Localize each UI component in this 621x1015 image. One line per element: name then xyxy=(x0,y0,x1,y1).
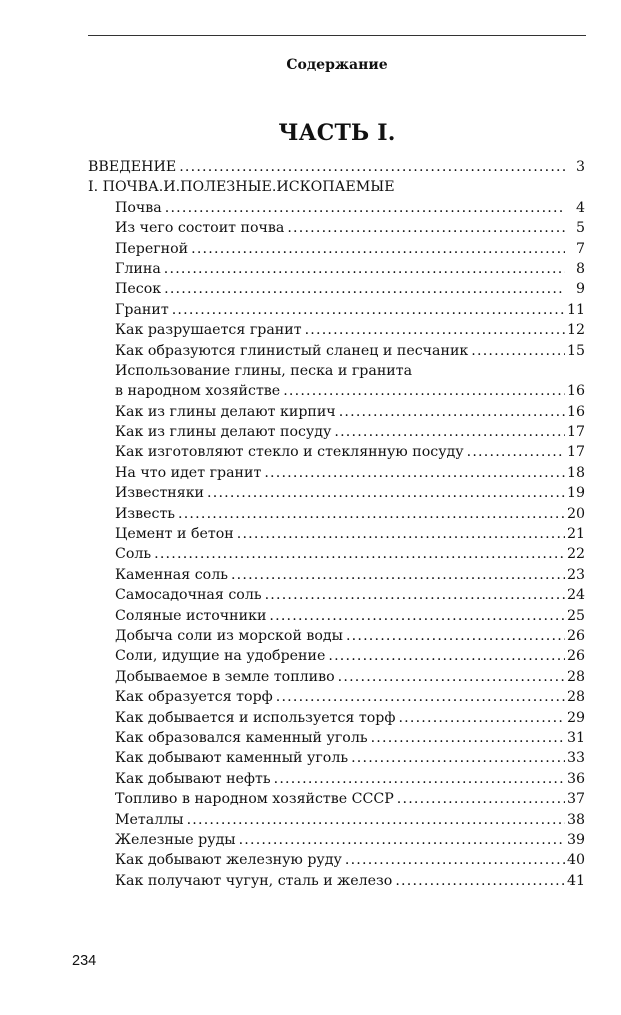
toc-entry-page: 23 xyxy=(566,566,585,583)
toc-entry xyxy=(88,361,585,381)
dot-leader xyxy=(178,504,565,524)
toc-entry-title: Каменная соль xyxy=(115,566,228,583)
toc-entry-title: На что идет гранит xyxy=(115,464,262,481)
toc-entry-title: Добываемое в земле топливо xyxy=(115,668,335,685)
toc-entry-page: 38 xyxy=(566,811,585,828)
toc-entry-page: 26 xyxy=(566,627,585,644)
dot-leader xyxy=(334,422,565,442)
dot-leader xyxy=(471,341,565,361)
page-number: 234 xyxy=(72,953,97,969)
toc-entry-title: Перегной xyxy=(115,240,189,257)
part-title: ЧАСТЬ I. xyxy=(278,120,396,146)
dot-leader xyxy=(346,626,565,646)
toc-entry-title: Соли, идущие на удобрение xyxy=(115,648,326,665)
dot-leader xyxy=(164,259,565,279)
dot-leader xyxy=(351,748,565,768)
toc-entry xyxy=(88,177,585,197)
toc-entry xyxy=(88,381,585,401)
toc-entry xyxy=(88,341,585,361)
toc-entry xyxy=(88,279,585,299)
toc-entry-title: Как из глины делают кирпич xyxy=(115,403,336,420)
toc-entry xyxy=(88,708,585,728)
toc-entry xyxy=(88,239,585,259)
toc-entry-title: Песок xyxy=(115,281,162,298)
dot-leader xyxy=(239,830,565,850)
dot-leader xyxy=(339,402,565,422)
dot-leader xyxy=(328,646,565,666)
dot-leader xyxy=(371,728,565,748)
toc-entry xyxy=(88,524,585,544)
dot-leader xyxy=(395,871,565,891)
toc-entry-page: 26 xyxy=(566,648,585,665)
dot-leader xyxy=(276,687,565,707)
toc-entry-page: 19 xyxy=(566,485,585,502)
toc-entry-title: в народном хозяйстве xyxy=(115,383,281,400)
toc-entry-title: Как разрушается гранит xyxy=(115,322,302,339)
toc-entry-page: 5 xyxy=(575,220,585,237)
toc-entry-page: 41 xyxy=(566,872,585,889)
dot-leader xyxy=(397,789,565,809)
toc-entry xyxy=(88,810,585,830)
toc-entry-title: I. ПОЧВА.И.ПОЛЕЗНЫЕ.ИСКОПАЕМЫЕ xyxy=(88,179,395,196)
toc-entry-page: 7 xyxy=(575,240,585,257)
toc-entry-title: Как из глины делают посуду xyxy=(115,424,332,441)
toc-entry xyxy=(88,850,585,870)
toc-entry-title: Как добывают каменный уголь xyxy=(115,750,349,767)
dot-leader xyxy=(265,585,565,605)
dot-leader xyxy=(269,606,565,626)
toc-entry xyxy=(88,300,585,320)
toc-entry-page: 21 xyxy=(566,526,585,543)
dot-leader xyxy=(274,769,565,789)
toc-entry-title: Использование глины, песка и гранита xyxy=(115,362,413,379)
toc-entry xyxy=(88,544,585,564)
toc-entry xyxy=(88,585,585,605)
top-rule xyxy=(88,35,586,36)
toc-entry-page: 37 xyxy=(566,791,585,808)
dot-leader xyxy=(172,300,565,320)
toc-entry-page: 28 xyxy=(566,668,585,685)
toc-entry-page: 25 xyxy=(566,607,585,624)
toc-entry-title: Как добывается и используется торф xyxy=(115,709,396,726)
toc-entry xyxy=(88,565,585,585)
toc-entry xyxy=(88,198,585,218)
dot-leader xyxy=(207,483,565,503)
toc-entry xyxy=(88,606,585,626)
toc-entry-page: 11 xyxy=(566,301,585,318)
toc-entry-page: 9 xyxy=(575,281,585,298)
toc-entry xyxy=(88,769,585,789)
toc-entry-page: 40 xyxy=(566,852,585,869)
toc-entry-title: Почва xyxy=(115,199,162,216)
toc-entry-page: 31 xyxy=(566,729,585,746)
toc-entry-title: Как образуется торф xyxy=(115,689,273,706)
toc-entry-page: 24 xyxy=(566,587,585,604)
toc-entry-page: 12 xyxy=(566,322,585,339)
dot-leader xyxy=(164,279,565,299)
toc-entry-title: Самосадочная соль xyxy=(115,587,262,604)
toc-entry xyxy=(88,830,585,850)
toc-entry-title: Металлы xyxy=(115,811,184,828)
toc-entry xyxy=(88,259,585,279)
toc-entry-page: 28 xyxy=(566,689,585,706)
toc-entry xyxy=(88,728,585,748)
toc-entry-page: 29 xyxy=(566,709,585,726)
toc-entry xyxy=(88,320,585,340)
toc-entry-title: Гранит xyxy=(115,301,169,318)
toc-entry-page: 18 xyxy=(566,464,585,481)
toc-entry xyxy=(88,402,585,422)
dot-leader xyxy=(231,565,565,585)
toc-entry-page: 36 xyxy=(566,770,585,787)
toc-entry-title: Топливо в народном хозяйстве СССР xyxy=(115,791,394,808)
toc-entry-page: 16 xyxy=(566,403,585,420)
toc-entry-title: Железные руды xyxy=(115,831,236,848)
toc-entry-title: Как добывают железную руду xyxy=(115,852,342,869)
dot-leader xyxy=(345,850,565,870)
dot-leader xyxy=(338,667,565,687)
toc-entry-title: Соль xyxy=(115,546,152,563)
toc-entry-page: 17 xyxy=(566,444,585,461)
toc-entry-page: 39 xyxy=(566,831,585,848)
dot-leader xyxy=(154,544,565,564)
toc-entry xyxy=(88,442,585,462)
dot-leader xyxy=(467,442,565,462)
dot-leader xyxy=(165,198,565,218)
dot-leader xyxy=(398,708,564,728)
toc-entry-page: 15 xyxy=(566,342,585,359)
dot-leader xyxy=(305,320,565,340)
toc-entry-title: Цемент и бетон xyxy=(115,526,234,543)
toc-entry xyxy=(88,646,585,666)
toc-entry-title: Известь xyxy=(115,505,176,522)
dot-leader xyxy=(237,524,565,544)
toc-entry-page: 17 xyxy=(566,424,585,441)
toc-entry-title: Из чего состоит почва xyxy=(115,220,285,237)
toc-entry xyxy=(88,626,585,646)
toc-entry xyxy=(88,463,585,483)
toc-entry-title: Глина xyxy=(115,260,161,277)
toc-entry xyxy=(88,483,585,503)
toc-entry-page: 20 xyxy=(566,505,585,522)
toc-entry xyxy=(88,157,585,177)
dot-leader xyxy=(187,810,565,830)
toc-entry-page: 4 xyxy=(575,199,585,216)
toc-entry xyxy=(88,218,585,238)
toc-entry xyxy=(88,748,585,768)
toc-entry xyxy=(88,871,585,891)
toc-entry-title: Как добывают нефть xyxy=(115,770,271,787)
toc-entry-title: Как образовался каменный уголь xyxy=(115,729,368,746)
toc-entry-page: 22 xyxy=(566,546,585,563)
toc-entry xyxy=(88,687,585,707)
dot-leader xyxy=(287,218,565,238)
toc-entry-page: 33 xyxy=(566,750,585,767)
toc-entry xyxy=(88,504,585,524)
dot-leader xyxy=(179,157,565,177)
toc-entry-title: Как образуются глинистый сланец и песчаник xyxy=(115,342,469,359)
running-head: Содержание xyxy=(286,57,388,73)
toc-entry xyxy=(88,667,585,687)
dot-leader xyxy=(283,381,565,401)
toc-entry-page: 8 xyxy=(575,260,585,277)
toc-entry-title: Добыча соли из морской воды xyxy=(115,627,343,644)
toc-entry-title: Как получают чугун, сталь и железо xyxy=(115,872,393,889)
toc-entry xyxy=(88,789,585,809)
toc-entry xyxy=(88,422,585,442)
toc-entry-title: Соляные источники xyxy=(115,607,267,624)
toc-entry-title: Как изготовляют стекло и стеклянную посуду xyxy=(115,444,464,461)
table-of-contents xyxy=(88,157,585,891)
toc-entry-page: 3 xyxy=(575,159,585,175)
toc-entry-page: 16 xyxy=(566,383,585,400)
dot-leader xyxy=(264,463,565,483)
toc-entry-title: Известняки xyxy=(115,485,205,502)
dot-leader xyxy=(191,239,565,259)
toc-entry-title: ВВЕДЕНИЕ xyxy=(88,159,177,175)
